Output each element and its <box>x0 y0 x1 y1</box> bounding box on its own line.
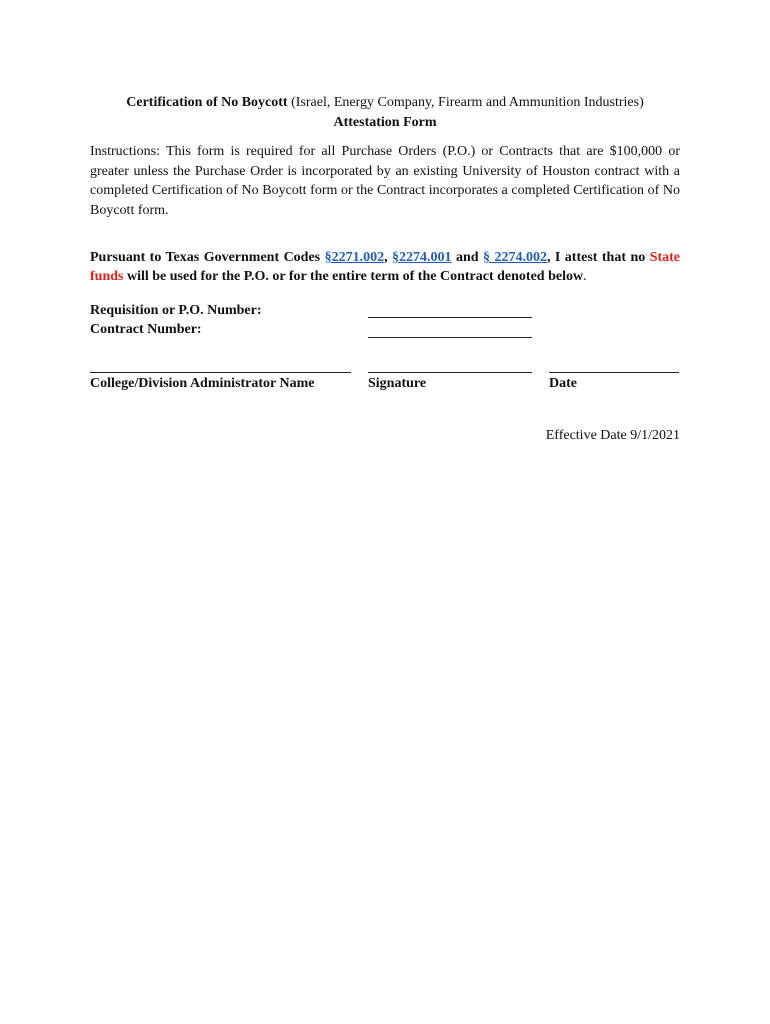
form-subtitle: Attestation Form <box>333 115 437 130</box>
instructions-paragraph: Instructions: This form is required for all Purchase Orders (P.O.) or Contracts that are $100,000 or greater unless the Purchase Order is incorporated by an existing University of Houston contract with a completed Certification of No Boycott form or the Contract incorporates a completed Certification of No Boycott form. <box>90 144 680 218</box>
form-title <box>90 94 680 112</box>
attestation-middle: , I attest that no <box>546 250 650 265</box>
attestation-period: . <box>583 269 587 284</box>
date-field[interactable] <box>549 372 679 373</box>
attestation-sep1: , <box>384 250 393 265</box>
contract-number-field[interactable] <box>368 337 532 338</box>
date-label: Date <box>549 376 577 391</box>
attestation-suffix: will be used for the P.O. or for the entire term of the Contract denoted below <box>123 269 584 284</box>
signature-field[interactable] <box>368 372 532 373</box>
requisition-label: Requisition or P.O. Number: <box>90 303 262 318</box>
code-link-2274-001[interactable]: §2274.001 <box>392 250 452 265</box>
signature-label: Signature <box>368 376 427 391</box>
state-funds-highlight: State funds <box>90 250 681 284</box>
code-link-2274-002[interactable]: § 2274.002 <box>483 250 547 265</box>
contract-label: Contract Number: <box>90 322 202 337</box>
requisition-number-field[interactable] <box>368 317 532 318</box>
form-title-bold: Certification of No Boycott <box>126 95 288 110</box>
form-title-rest: (Israel, Energy Company, Firearm and Ammunition Industries) <box>287 95 644 110</box>
attestation-prefix: Pursuant to Texas Government Codes <box>90 250 325 265</box>
attestation-sep2: and <box>451 250 483 265</box>
admin-name-field[interactable] <box>90 372 351 373</box>
attestation-statement <box>90 248 680 286</box>
effective-date: Effective Date 9/1/2021 <box>545 428 680 443</box>
code-link-2271-002[interactable]: §2271.002 <box>324 250 385 265</box>
admin-name-label: College/Division Administrator Name <box>90 376 315 391</box>
